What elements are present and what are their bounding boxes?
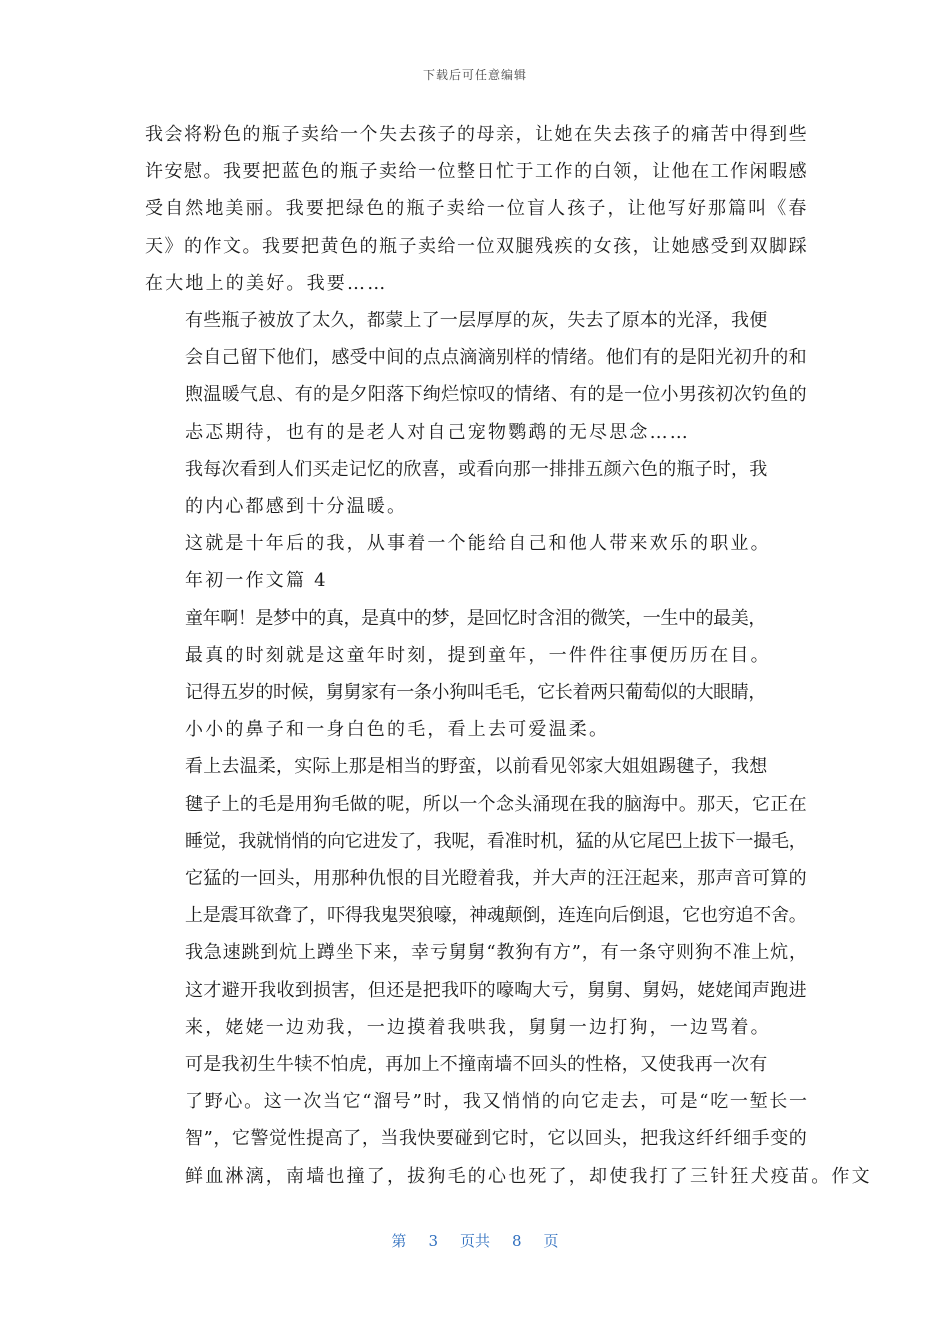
text-line: 受自然地美丽。我要把绿色的瓶子卖给一位盲人孩子，让他写好那篇叫《春: [145, 198, 809, 220]
page-middle: 页共: [459, 1232, 490, 1250]
text-line: 这才避开我收到损害，但还是把我吓的嚎啕大亏，舅舅、舅妈，姥姥闻声跑进: [185, 979, 807, 1001]
text-line: 睡觉，我就悄悄的向它进发了，我呢，看准时机，猛的从它尾巴上拔下一撮毛，: [185, 830, 807, 852]
text-line: 的内心都感到十分温暖。: [185, 496, 408, 518]
text-line: 这就是十年后的我，从事着一个能给自己和他人带来欢乐的职业。: [185, 533, 771, 555]
text-line: 有些瓶子被放了太久，都蒙上了一层厚厚的灰，失去了原本的光泽，我便: [185, 310, 768, 332]
paragraph: [145, 116, 809, 302]
text-line: 年初一作文篇 4: [185, 570, 328, 592]
page-suffix: 页: [543, 1232, 559, 1250]
text-line: 我每次看到人们买走记忆的欣喜，或看向那一排排五颜六色的瓶子时，我: [185, 458, 768, 480]
header-note: 下载后可任意编辑: [422, 68, 527, 82]
text-line: 最真的时刻就是这童年时刻，提到童年，一件件往事便历历在目。: [185, 644, 771, 666]
paragraph: [145, 1046, 872, 1195]
text-line: 来，姥姥一边劝我，一边摸着我哄我，舅舅一边打狗，一边骂着。: [185, 1016, 771, 1038]
text-line: 忐忑期待，也有的是老人对自己宠物鹦鹉的无尽思念……: [185, 421, 690, 443]
text-line: 童年啊！是梦中的真，是真中的梦，是回忆时含泪的微笑，一生中的最美，: [185, 607, 767, 629]
document-body: [145, 116, 872, 1195]
page-number: 3: [428, 1232, 438, 1250]
text-line: 智”，它警觉性提高了，当我快要碰到它时，它以回头，把我这纤纤细手变的: [185, 1128, 808, 1150]
text-line: 可是我初生牛犊不怕虎，再加上不撞南墙不回头的性格，又使我再一次有: [185, 1054, 768, 1076]
text-line: 它猛的一回头，用那种仇恨的目光瞪着我，并大声的汪汪起来，那声音可算的: [185, 868, 807, 890]
text-line: 在大地上的美好。我要……: [145, 272, 388, 294]
paragraph: [145, 600, 809, 674]
page-prefix: 第: [391, 1232, 407, 1250]
text-line: 许安慰。我要把蓝色的瓶子卖给一位整日忙于工作的白领，让他在工作闲暇感: [145, 161, 809, 183]
text-line: 小小的鼻子和一身白色的毛，看上去可爱温柔。: [185, 719, 610, 741]
text-line: 鲜血淋漓，南墙也撞了，拔狗毛的心也死了，却使我打了三针狂犬疫苗。作文: [185, 1165, 872, 1187]
paragraph: [145, 748, 809, 1046]
total-pages: 8: [512, 1232, 522, 1250]
text-line: 看上去温柔，实际上那是相当的野蛮，以前看见邻家大姐姐踢毽子，我想: [185, 756, 768, 778]
text-line: 我急速跳到炕上蹲坐下来，幸亏舅舅“教狗有方”，有一条守则狗不准上炕，: [185, 942, 808, 964]
text-line: 毽子上的毛是用狗毛做的呢，所以一个念头涌现在我的脑海中。那天，它正在: [185, 793, 807, 815]
paragraph: [145, 562, 809, 599]
text-line: 上是震耳欲聋了，吓得我鬼哭狼嚎，神魂颠倒，连连向后倒退，它也穷追不舍。: [185, 905, 807, 927]
paragraph: [145, 674, 809, 748]
text-line: 会自己留下他们，感受中间的点点滴滴别样的情绪。他们有的是阳光初升的和: [185, 347, 807, 369]
text-line: 天》的作文。我要把黄色的瓶子卖给一位双腿残疾的女孩，让她感受到双脚踩: [145, 235, 809, 257]
text-line: 了野心。这一次当它“溜号”时，我又悄悄的向它走去，可是“吃一堑长一: [185, 1091, 809, 1113]
text-line: 煦温暖气息、有的是夕阳落下绚烂惊叹的情绪、有的是一位小男孩初次钓鱼的: [185, 384, 807, 406]
text-line: 我会将粉色的瓶子卖给一个失去孩子的母亲，让她在失去孩子的痛苦中得到些: [145, 124, 809, 145]
paragraph: [145, 302, 809, 451]
text-line: 记得五岁的时候，舅舅家有一条小狗叫毛毛，它长着两只葡萄似的大眼睛，: [185, 682, 767, 704]
paragraph: [145, 451, 809, 525]
page-footer: [0, 1230, 950, 1251]
paragraph: [145, 525, 809, 562]
